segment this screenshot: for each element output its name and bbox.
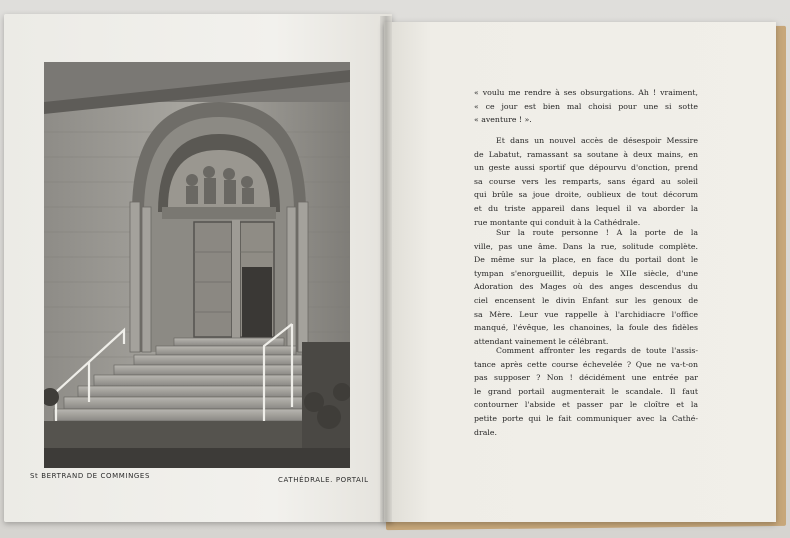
cathedral-portal-photograph	[44, 62, 350, 468]
text-line: « ce jour est bien mal choisi pour une si sotte	[474, 101, 698, 111]
paragraph-2	[474, 134, 698, 229]
text-line: tance après cette course échevelée ? Que ne va-t-on	[474, 359, 698, 369]
text-line: De même sur la place, en face du portail dont le	[474, 255, 698, 265]
paragraph-3	[474, 226, 698, 348]
text-line: Et dans un nouvel accès de désespoir Messire	[496, 136, 698, 145]
cathedral-portal-illustration	[44, 62, 350, 468]
text-line: contourner l'abside et passer par le cloître et la	[474, 400, 698, 410]
paragraph-1	[474, 86, 698, 127]
text-line: rue montante qui conduit à la Cathédrale.	[474, 217, 641, 227]
text-line: « voulu me rendre à ses obsurgations. Ah ! vraiment,	[474, 88, 698, 97]
text-line: et du triste appareil dans lequel il va aborder la	[474, 203, 698, 213]
photo-caption-location: St BERTRAND DE COMMINGES	[30, 472, 150, 480]
text-line: Sur la route personne ! A la porte de la	[496, 228, 698, 237]
text-line: manqué, l'évêque, les chanoines, la foule des fidèles	[474, 323, 698, 333]
text-line: « aventure ! ».	[474, 115, 532, 125]
text-line: sa Mère. Leur vue rappelle à l'archidiacre l'office	[474, 309, 698, 319]
text-line: petite porte qui le fait communiquer avec la Cathé-	[474, 413, 698, 423]
text-line: ville, pas une âme. Dans la rue, solitude complète.	[474, 241, 698, 251]
text-line: ciel encensent le divin Enfant sur les genoux de	[474, 295, 698, 305]
text-line: de Labatut, ramassant sa soutane à deux mains, en	[474, 149, 698, 159]
text-line: qui brûle sa joue droite, oublieux de tout décorum	[474, 190, 698, 200]
text-line: Adoration des Mages où des anges descendus du	[474, 282, 698, 292]
text-line: attendant vainement le célébrant.	[474, 336, 609, 346]
text-line: Comment affronter les regards de toute l'assis-	[496, 346, 698, 355]
text-line: pas supposer ? Non ! décidément une entrée par	[474, 373, 698, 383]
paragraph-4	[474, 344, 698, 439]
text-line: le grand portail augmenterait le scandale. Il faut	[474, 386, 698, 396]
text-line: un geste aussi sportif que dépourvu d'onction, prend	[474, 163, 698, 173]
book-gutter	[380, 16, 392, 522]
text-line: sa course vers les remparts, sans égard au soleil	[474, 176, 698, 186]
text-line: tympan s'enorgueillit, depuis le XIIe siècle, d'une	[474, 268, 698, 278]
photo-caption-subject: CATHÉDRALE. PORTAIL	[278, 476, 369, 484]
text-line: drale.	[474, 427, 497, 437]
